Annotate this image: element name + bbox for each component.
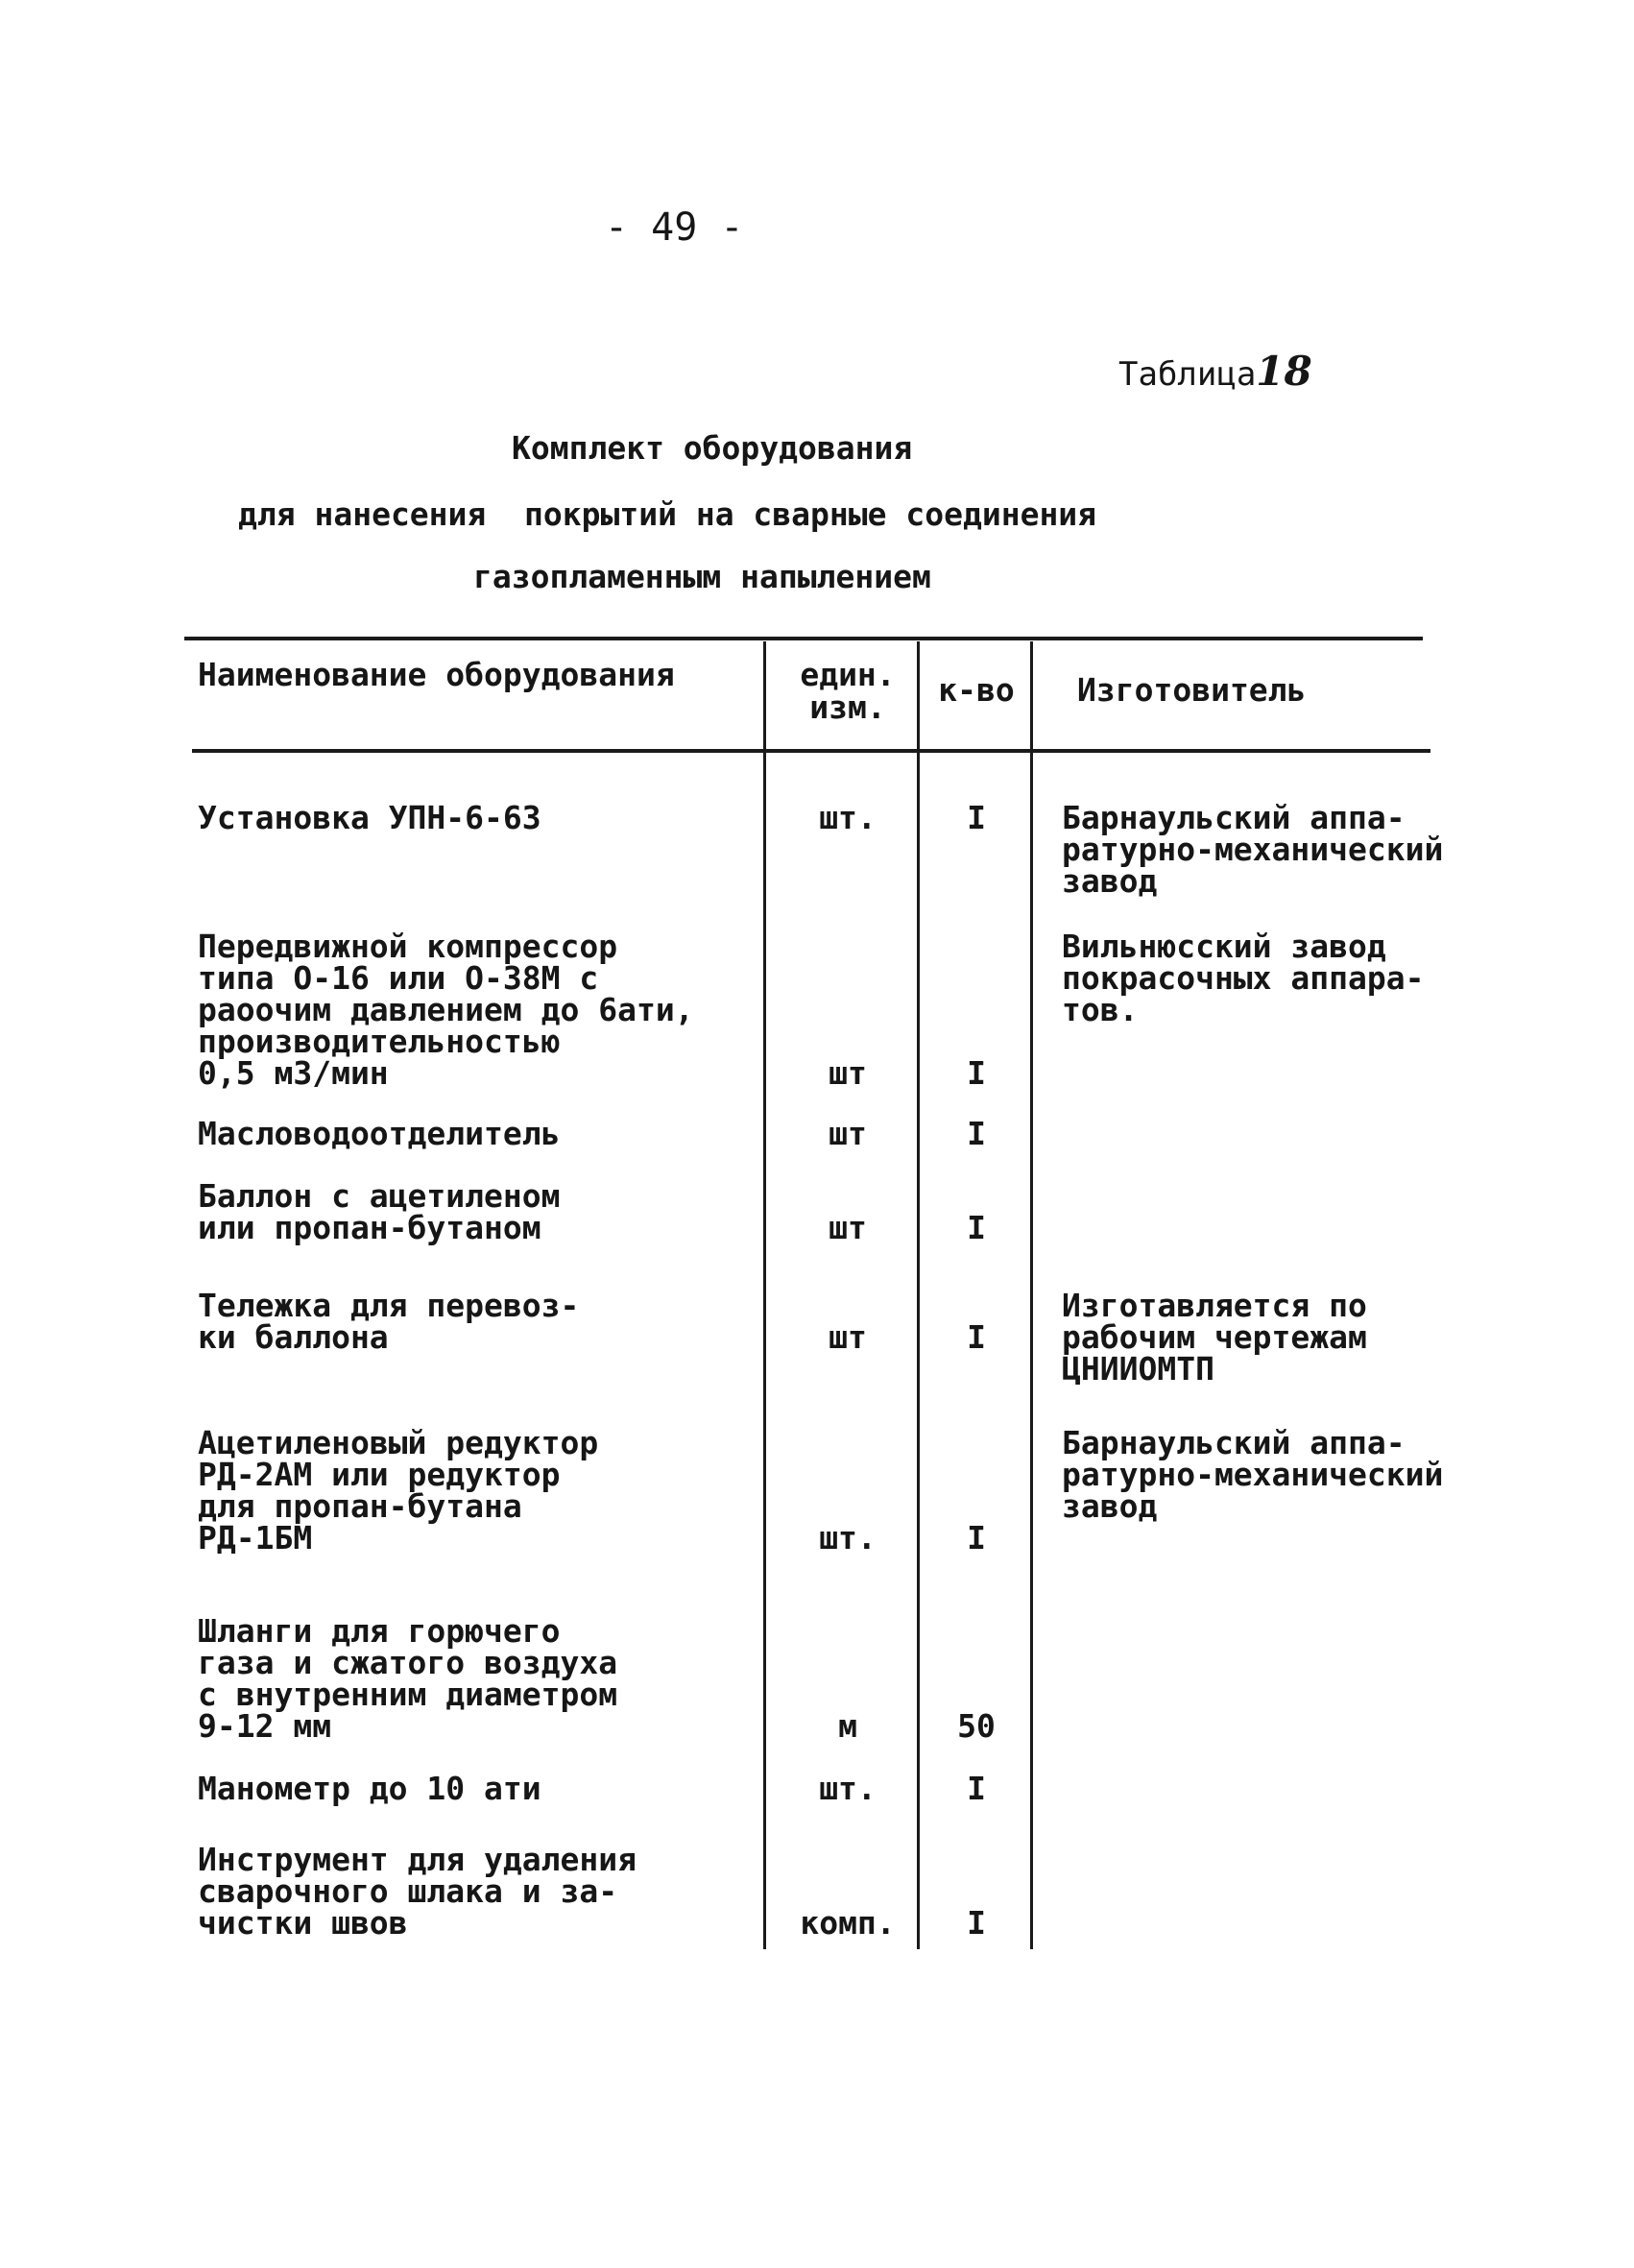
row-5-manufacturer: Изготавляется по рабочим чертежам ЦНИИОМТП <box>1062 1287 1367 1387</box>
table-title-line-2: для нанесения покрытий на сварные соединения <box>238 495 1097 533</box>
row-4-qty: I <box>967 1209 986 1246</box>
row-9-name: Инструмент для удаления сварочного шлака и за- чистки швов <box>198 1841 637 1942</box>
header-unit: един. изм. <box>800 656 896 726</box>
row-8-qty: I <box>967 1770 986 1807</box>
table-title-line-1: Комплект оборудования <box>512 429 913 467</box>
table-number-handwritten: 18 <box>1256 348 1312 395</box>
row-9-qty: I <box>967 1904 986 1942</box>
header-manufacturer: Изготовитель <box>1077 671 1307 709</box>
table-top-rule <box>184 637 1423 640</box>
row-7-name: Шланги для горючего газа и сжатого воздуха с внутренним диаметром 9-12 мм <box>198 1612 618 1745</box>
row-1-manufacturer: Барнаульский аппа- ратурно-механический завод <box>1062 799 1444 900</box>
row-6-name: Ацетиленовый редуктор РД-2АМ или редуктор для пропан-бутана РД-1БМ <box>198 1424 599 1556</box>
table-label <box>1118 348 1312 395</box>
row-9-unit: комп. <box>800 1904 896 1942</box>
column-divider-2 <box>917 641 920 1949</box>
header-name: Наименование оборудования <box>198 656 675 693</box>
row-2-unit: шт <box>829 1054 867 1092</box>
row-6-unit: шт. <box>819 1519 877 1556</box>
row-7-qty: 50 <box>957 1707 996 1745</box>
table-label-text: Таблица <box>1118 355 1257 394</box>
column-divider-3 <box>1030 641 1033 1949</box>
row-5-name: Тележка для перевоз- ки баллона <box>198 1287 580 1356</box>
row-5-unit: шт <box>829 1318 867 1356</box>
table-title-line-3: газопламенным напылением <box>473 558 931 595</box>
row-2-manufacturer: Вильнюсский завод покрасочных аппара- тов. <box>1062 928 1425 1028</box>
row-7-unit: м <box>838 1707 857 1745</box>
row-1-unit: шт. <box>819 799 877 836</box>
row-6-qty: I <box>967 1519 986 1556</box>
row-3-qty: I <box>967 1115 986 1152</box>
row-4-name: Баллон с ацетиленом или пропан-бутаном <box>198 1177 561 1246</box>
row-6-manufacturer: Барнаульский аппа- ратурно-механический завод <box>1062 1424 1444 1525</box>
row-3-unit: шт <box>829 1115 867 1152</box>
row-4-unit: шт <box>829 1209 867 1246</box>
table-header-rule <box>192 749 1430 753</box>
row-5-qty: I <box>967 1318 986 1356</box>
row-1-qty: I <box>967 799 986 836</box>
header-qty: к-во <box>938 671 1015 709</box>
row-3-name: Масловодоотделитель <box>198 1115 561 1152</box>
row-2-name: Передвижной компрессор типа О-16 или О-38М с раоочим давлением до 6ати, производительностью 0,5 м3/мин <box>198 928 694 1092</box>
page-number: - 49 - <box>605 205 744 250</box>
row-1-name: Установка УПН-6-63 <box>198 799 541 836</box>
row-2-qty: I <box>967 1054 986 1092</box>
row-8-unit: шт. <box>819 1770 877 1807</box>
row-8-name: Манометр до 10 ати <box>198 1770 541 1807</box>
